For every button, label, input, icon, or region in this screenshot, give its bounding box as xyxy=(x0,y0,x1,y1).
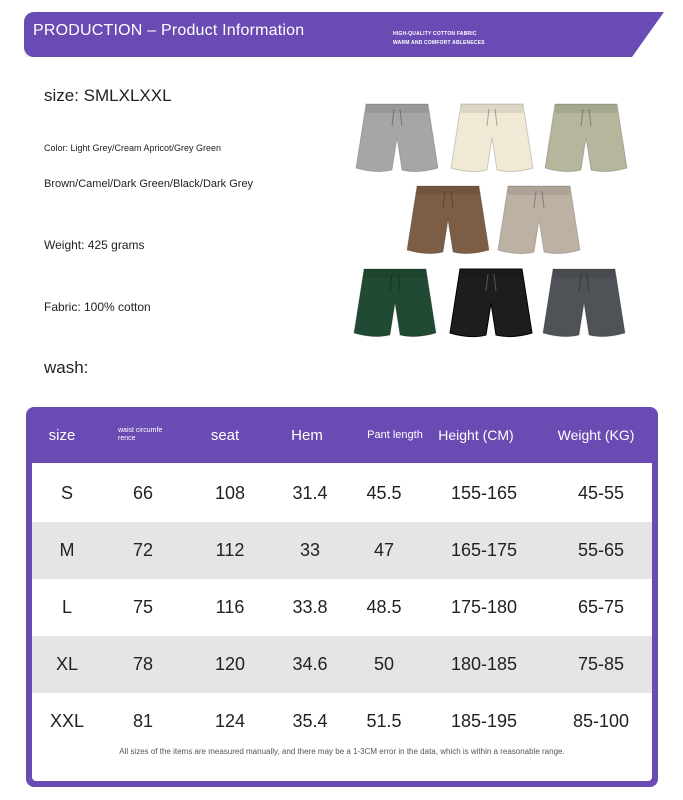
table-cell: 66 xyxy=(132,483,154,503)
table-cell: 72 xyxy=(132,540,154,560)
table-cell: 31.4 xyxy=(292,483,328,503)
table-cell: 120 xyxy=(214,654,246,674)
banner-subtitle-line2: WARM AND COMFORT ABLENECES xyxy=(393,40,485,46)
header-weight: Weight (KG) xyxy=(557,427,635,443)
shorts-dark-grey-image xyxy=(539,265,629,345)
header-height: Height (CM) xyxy=(438,427,514,443)
table-cell: 48.5 xyxy=(366,597,402,617)
table-cell: 112 xyxy=(215,540,245,560)
shorts-cream-apricot-image xyxy=(447,100,537,180)
table-cell: 33.8 xyxy=(292,597,328,617)
wash-info: wash: xyxy=(44,358,89,377)
table-cell: S xyxy=(60,483,73,503)
table-cell: XXL xyxy=(49,711,85,731)
table-cell: 155-165 xyxy=(450,483,518,503)
table-row-l xyxy=(32,579,652,636)
table-cell: M xyxy=(59,540,75,560)
table-cell: 35.4 xyxy=(292,711,328,731)
banner-subtitle-line1: HIGH-QUALITY COTTON FABRIC xyxy=(393,31,477,37)
shorts-brown-image xyxy=(403,182,493,262)
shorts-grey-green-image xyxy=(541,100,631,180)
table-cell: 50 xyxy=(373,654,395,674)
table-cell: 165-175 xyxy=(450,540,518,560)
table-cell: 34.6 xyxy=(292,654,328,674)
table-cell: XL xyxy=(55,654,79,674)
size-info: size: SMLXLXXL xyxy=(44,86,172,105)
shorts-dark-green-image xyxy=(350,265,440,345)
color-info-line2: Brown/Camel/Dark Green/Black/Dark Grey xyxy=(44,178,254,190)
table-cell: 81 xyxy=(132,711,154,731)
table-cell: 124 xyxy=(214,711,246,731)
banner-title: PRODUCTION – Product Information xyxy=(33,22,305,39)
table-cell: 45-55 xyxy=(577,483,625,503)
table-cell: 85-100 xyxy=(572,711,630,731)
measurement-note: All sizes of the items are measured manually, and there may be a 1-3CM error in the data, which is within a reasonable range. xyxy=(119,747,565,756)
table-row-xxl xyxy=(32,693,652,750)
table-cell: 75 xyxy=(132,597,154,617)
table-cell: 33 xyxy=(299,540,321,560)
table-cell: 78 xyxy=(132,654,154,674)
shorts-black-image xyxy=(446,265,536,345)
table-cell: 65-75 xyxy=(577,597,625,617)
header-pant-length: Pant length xyxy=(367,429,423,441)
header-hem: Hem xyxy=(291,426,323,444)
header-waist: waist circumfe rence xyxy=(118,427,163,442)
table-row-s xyxy=(32,465,652,522)
table-cell: 185-195 xyxy=(450,711,518,731)
table-cell: 175-180 xyxy=(450,597,518,617)
table-row-m xyxy=(32,522,652,579)
table-cell: 108 xyxy=(214,483,246,503)
shorts-camel-image xyxy=(494,182,584,262)
header-size: size xyxy=(48,426,76,444)
table-cell: 47 xyxy=(373,540,395,560)
banner-subtitle xyxy=(393,30,485,48)
header-seat: seat xyxy=(210,426,240,444)
table-cell: L xyxy=(61,597,72,617)
shorts-light-grey-image xyxy=(352,100,442,180)
table-cell: 180-185 xyxy=(450,654,518,674)
table-row-xl xyxy=(32,636,652,693)
fabric-info: Fabric: 100% cotton xyxy=(44,300,151,314)
color-info-line1: Color: Light Grey/Cream Apricot/Grey Green xyxy=(44,143,222,153)
table-cell: 55-65 xyxy=(577,540,625,560)
table-cell: 45.5 xyxy=(366,483,402,503)
table-cell: 116 xyxy=(215,597,245,617)
table-cell: 75-85 xyxy=(577,654,625,674)
table-cell: 51.5 xyxy=(366,711,402,731)
weight-info: Weight: 425 grams xyxy=(44,238,145,252)
